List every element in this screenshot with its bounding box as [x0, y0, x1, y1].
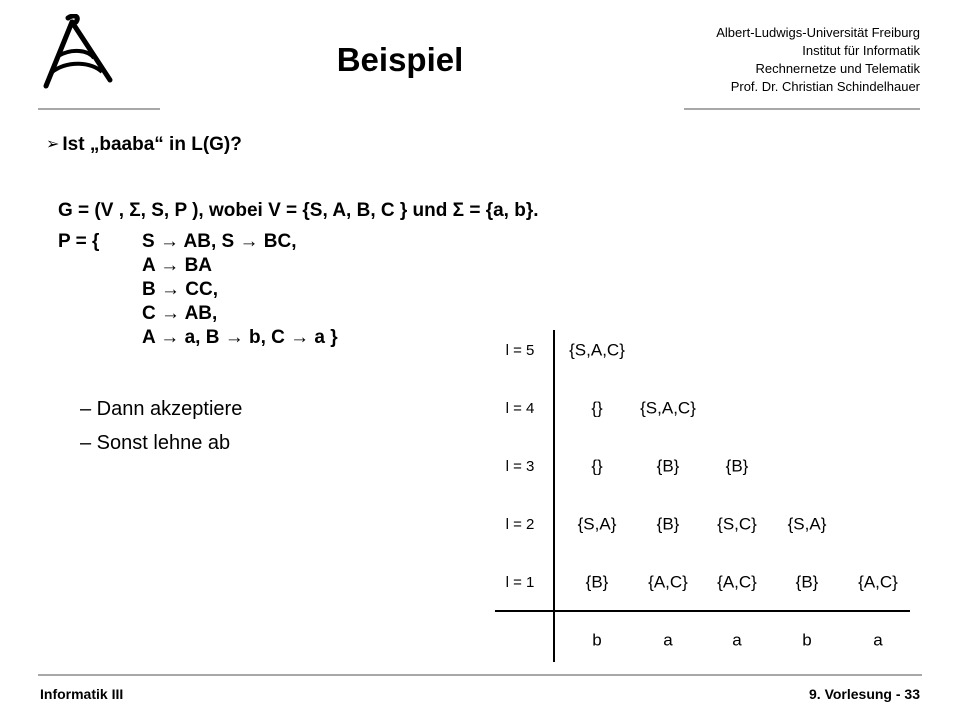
cyk-cell: {B} [795, 572, 819, 592]
header-divider [38, 108, 160, 110]
cyk-cell: {B} [585, 572, 609, 592]
cyk-cell: {S,A,C} [569, 340, 625, 360]
cyk-row-label: l = 3 [505, 457, 535, 475]
cyk-cell: {S,A,C} [640, 398, 696, 418]
subitem-accept: – Dann akzeptiere [80, 398, 243, 420]
institution-line: Albert-Ludwigs-Universität Freiburg [716, 25, 920, 40]
production-rule: C → AB, [142, 303, 218, 324]
cyk-cell: {B} [725, 456, 749, 476]
cyk-cell: {A,C} [858, 572, 898, 592]
cyk-word-letter: a [663, 630, 673, 650]
cyk-word-letter: b [592, 630, 602, 650]
institution-block [716, 24, 920, 96]
header-divider [684, 108, 920, 110]
grammar-definition: G = (V , Σ, S, P ), wobei V = {S, A, B, C } und Σ = {a, b}. [58, 200, 539, 221]
institution-line: Institut für Informatik [802, 43, 920, 58]
institution-line: Rechnernetze und Telematik [755, 61, 920, 76]
cyk-cell: {S,A} [577, 514, 617, 534]
cyk-word-letter: b [802, 630, 812, 650]
arrow-bullet-icon: ➢ [46, 136, 60, 153]
footer-lecture-page: 9. Vorlesung - 33 [809, 686, 920, 702]
cyk-word-letter: a [732, 630, 742, 650]
cyk-cell: {A,C} [648, 572, 688, 592]
footer-course: Informatik III [40, 686, 124, 702]
cyk-row-label: l = 1 [505, 573, 535, 591]
production-rule: B → CC, [142, 279, 218, 300]
cyk-word-letter: a [873, 630, 883, 650]
cyk-table [480, 325, 920, 670]
institution-line: Prof. Dr. Christian Schindelhauer [730, 79, 920, 94]
bullet-text: Ist „baaba“ in L(G)? [62, 134, 242, 155]
production-label: P = { [58, 231, 100, 252]
cyk-cell: {} [591, 456, 603, 476]
production-rule: A → a, B → b, C → a } [142, 327, 338, 348]
cyk-row-label: l = 4 [505, 399, 535, 417]
cyk-row-label: l = 5 [505, 341, 535, 359]
slide-title: Beispiel [336, 41, 464, 78]
cyk-cell: {} [591, 398, 603, 418]
footer-divider [38, 674, 922, 676]
cyk-cell: {S,C} [717, 514, 757, 534]
cyk-cell: {B} [656, 456, 680, 476]
production-rule: A → BA [142, 255, 213, 276]
cyk-cell: {S,A} [787, 514, 827, 534]
cyk-cell: {B} [656, 514, 680, 534]
bullet-question [46, 132, 242, 158]
cyk-cell: {A,C} [717, 572, 757, 592]
cyk-row-label: l = 2 [505, 515, 535, 533]
production-rule: S → AB, S → BC, [142, 231, 297, 252]
subitem-reject: – Sonst lehne ab [80, 432, 231, 454]
